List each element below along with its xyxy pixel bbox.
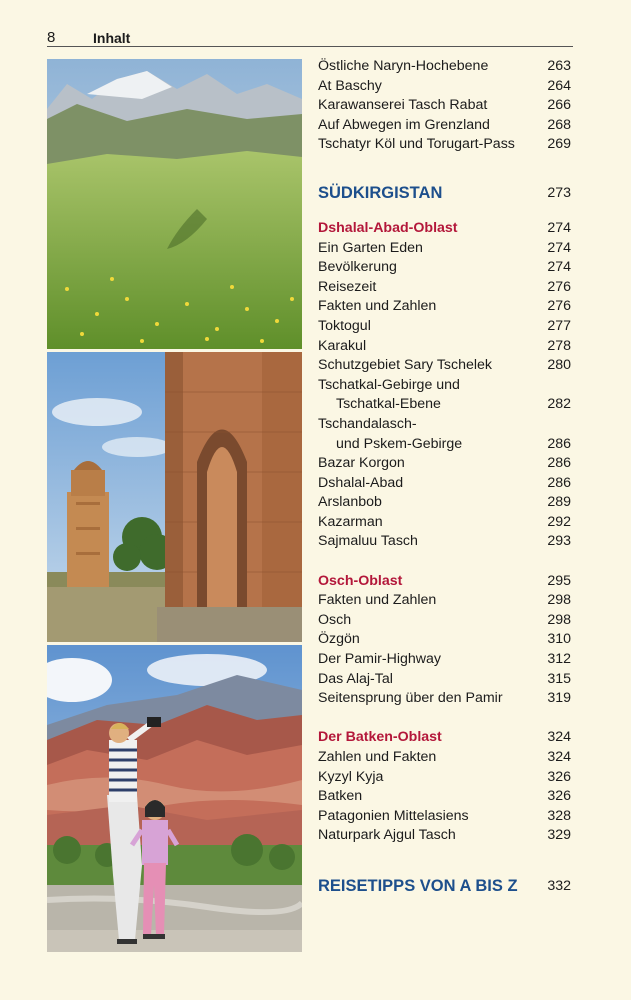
toc-region-heading[interactable]: SÜDKIRGISTAN 273 [318, 183, 571, 202]
spacer [318, 552, 573, 572]
minaret-ruins-photo [47, 352, 302, 642]
spacer [318, 155, 573, 181]
header-rule [47, 46, 573, 47]
toc-entry[interactable]: Fakten und Zahlen 276 [318, 298, 571, 315]
toc-entry[interactable]: Batken 326 [318, 788, 571, 805]
toc-entry-line[interactable]: Tschandalasch- [318, 415, 417, 432]
toc-entry[interactable]: Kyzyl Kyja 326 [318, 768, 571, 785]
toc-entry[interactable]: Toktogul 277 [318, 317, 571, 334]
toc-entry[interactable]: Kazarman 292 [318, 513, 571, 530]
toc-entry[interactable]: Reisezeit 276 [318, 278, 571, 295]
toc-entry[interactable]: Seitensprung über den Pamir 319 [318, 690, 571, 707]
toc-entry[interactable]: Osch 298 [318, 611, 571, 628]
toc-entry[interactable]: Bazar Korgon 286 [318, 455, 571, 472]
toc-entry[interactable]: Das Alaj-Tal 315 [318, 670, 571, 687]
toc-entry[interactable]: Schutzgebiet Sary Tschelek 280 [318, 357, 571, 374]
toc-subheading[interactable]: Dshalal-Abad-Oblast 274 [318, 219, 571, 236]
toc-entry[interactable]: Patagonien Mittelasiens 328 [318, 807, 571, 824]
spacer [318, 709, 573, 729]
toc-entry[interactable]: Auf Abwegen im Grenzland 268 [318, 116, 571, 133]
toc-entry[interactable]: Karawanserei Tasch Rabat 266 [318, 97, 571, 114]
toc-subheading[interactable]: Der Batken-Oblast 324 [318, 729, 571, 746]
red-mountains-photo [47, 645, 302, 952]
section-label: Inhalt [93, 30, 131, 46]
toc-entry[interactable]: Dshalal-Abad 286 [318, 474, 571, 491]
toc-entry[interactable]: Naturpark Ajgul Tasch 329 [318, 827, 571, 844]
toc-entry[interactable]: Bevölkerung 274 [318, 259, 571, 276]
spacer [318, 846, 573, 874]
page-header [47, 29, 573, 49]
toc-entry[interactable]: At Baschy 264 [318, 77, 571, 94]
table-of-contents [318, 57, 573, 898]
photo-column [47, 59, 302, 955]
spacer [318, 205, 573, 219]
toc-entry[interactable]: Der Pamir-Highway 312 [318, 651, 571, 668]
toc-entry[interactable]: Östliche Naryn-Hochebene 263 [318, 58, 571, 74]
toc-entry[interactable]: Ein Garten Eden 274 [318, 239, 571, 256]
toc-subheading[interactable]: Osch-Oblast 295 [318, 572, 571, 589]
toc-entry[interactable]: Karakul 278 [318, 337, 571, 354]
toc-entry[interactable]: Zahlen und Fakten 324 [318, 749, 571, 765]
page-number: 8 [47, 29, 56, 46]
toc-entry[interactable]: Tschatkal-Ebene 282 [336, 396, 571, 413]
toc-entry[interactable]: Fakten und Zahlen 298 [318, 592, 571, 609]
toc-entry[interactable]: Özgön 310 [318, 631, 571, 648]
toc-entry-line[interactable]: Tschatkal-Gebirge und [318, 376, 460, 393]
toc-entry[interactable]: Tschatyr Köl und Torugart-Pass 269 [318, 136, 571, 153]
toc-entry[interactable]: Arslanbob 289 [318, 494, 571, 511]
toc-entry[interactable]: und Pskem-Gebirge 286 [336, 435, 571, 452]
toc-entry[interactable]: Sajmaluu Tasch 293 [318, 533, 571, 550]
mountain-meadow-photo [47, 59, 302, 349]
toc-region-heading[interactable]: REISETIPPS VON A BIS Z 332 [318, 876, 571, 895]
